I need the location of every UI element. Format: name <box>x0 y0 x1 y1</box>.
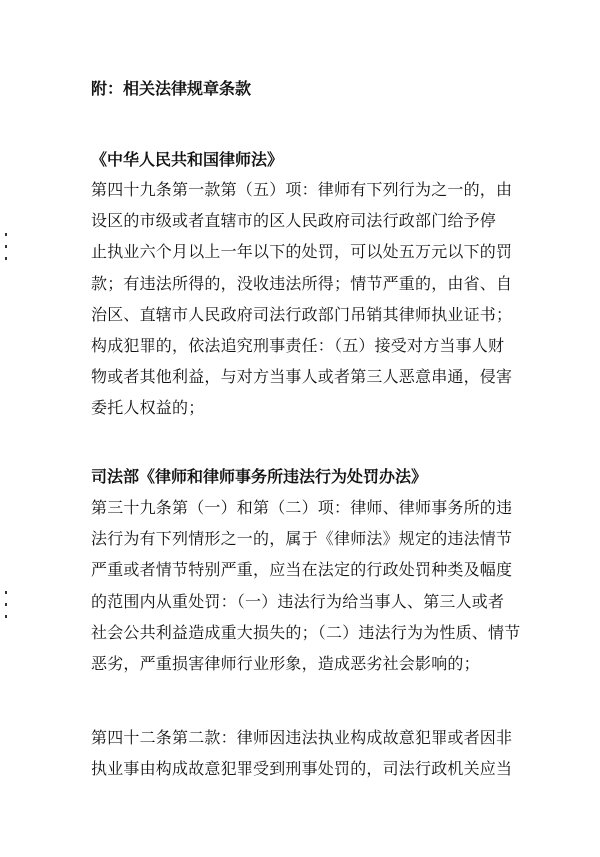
section-2-title: 司法部《律师和律师事务所违法行为处罚办法》 <box>91 467 428 486</box>
section-1-line: 委托人权益的； <box>91 398 205 418</box>
section-2-line: 社会公共利益造成重大损失的；（二）违法行为为性质、情节 <box>91 622 521 642</box>
binding-margin-marks-top <box>5 233 9 269</box>
section-1-body <box>91 174 516 424</box>
section-1-line: 第四十九条第一款第（五）项：律师有下列行为之一的，由 <box>91 180 513 199</box>
section-1-line: 治区、直辖市人民政府司法行政部门吊销其律师执业证书； <box>91 304 513 324</box>
section-2-line: 第三十九条第（一）和第（二）项：律师、律师事务所的违 <box>91 498 513 517</box>
section-2-line: 严重或者情节特别严重，应当在法定的行政处罚种类及幅度 <box>91 560 513 580</box>
appendix-title: 附：相关法律规章条款 <box>91 79 252 98</box>
section-1-line: 构成犯罪的，依法追究刑事责任：（五）接受对方当事人财 <box>91 335 505 355</box>
section-1-line: 款；有违法所得的，没收违法所得；情节严重的，由省、自 <box>91 273 513 293</box>
section-3-body <box>91 722 516 784</box>
section-1-line: 物或者其他利益，与对方当事人或者第三人恶意串通，侵害 <box>91 367 513 387</box>
section-1-line: 设区的市级或者直辖市的区人民政府司法行政部门给予停 <box>91 211 497 231</box>
section-1-line: 止执业六个月以上一年以下的处罚，可以处五万元以下的罚 <box>91 242 513 262</box>
section-2-line: 法行为有下列情形之一的，属于《律师法》规定的违法情节 <box>91 529 513 549</box>
section-3-line: 第四十二条第二款：律师因违法执业构成故意犯罪或者因非 <box>91 728 513 747</box>
binding-margin-marks-bottom <box>5 591 9 627</box>
section-1-title: 《中华人民共和国律师法》 <box>91 150 284 169</box>
section-2-line: 恶劣，严重损害律师行业形象，造成恶劣社会影响的； <box>91 653 480 673</box>
section-2-line: 的范围内从重处罚：（一）违法行为给当事人、第三人或者 <box>91 591 505 611</box>
section-3-line: 执业事由构成故意犯罪受到刑事处罚的，司法行政机关应当 <box>91 759 513 779</box>
section-2-body <box>91 492 521 679</box>
